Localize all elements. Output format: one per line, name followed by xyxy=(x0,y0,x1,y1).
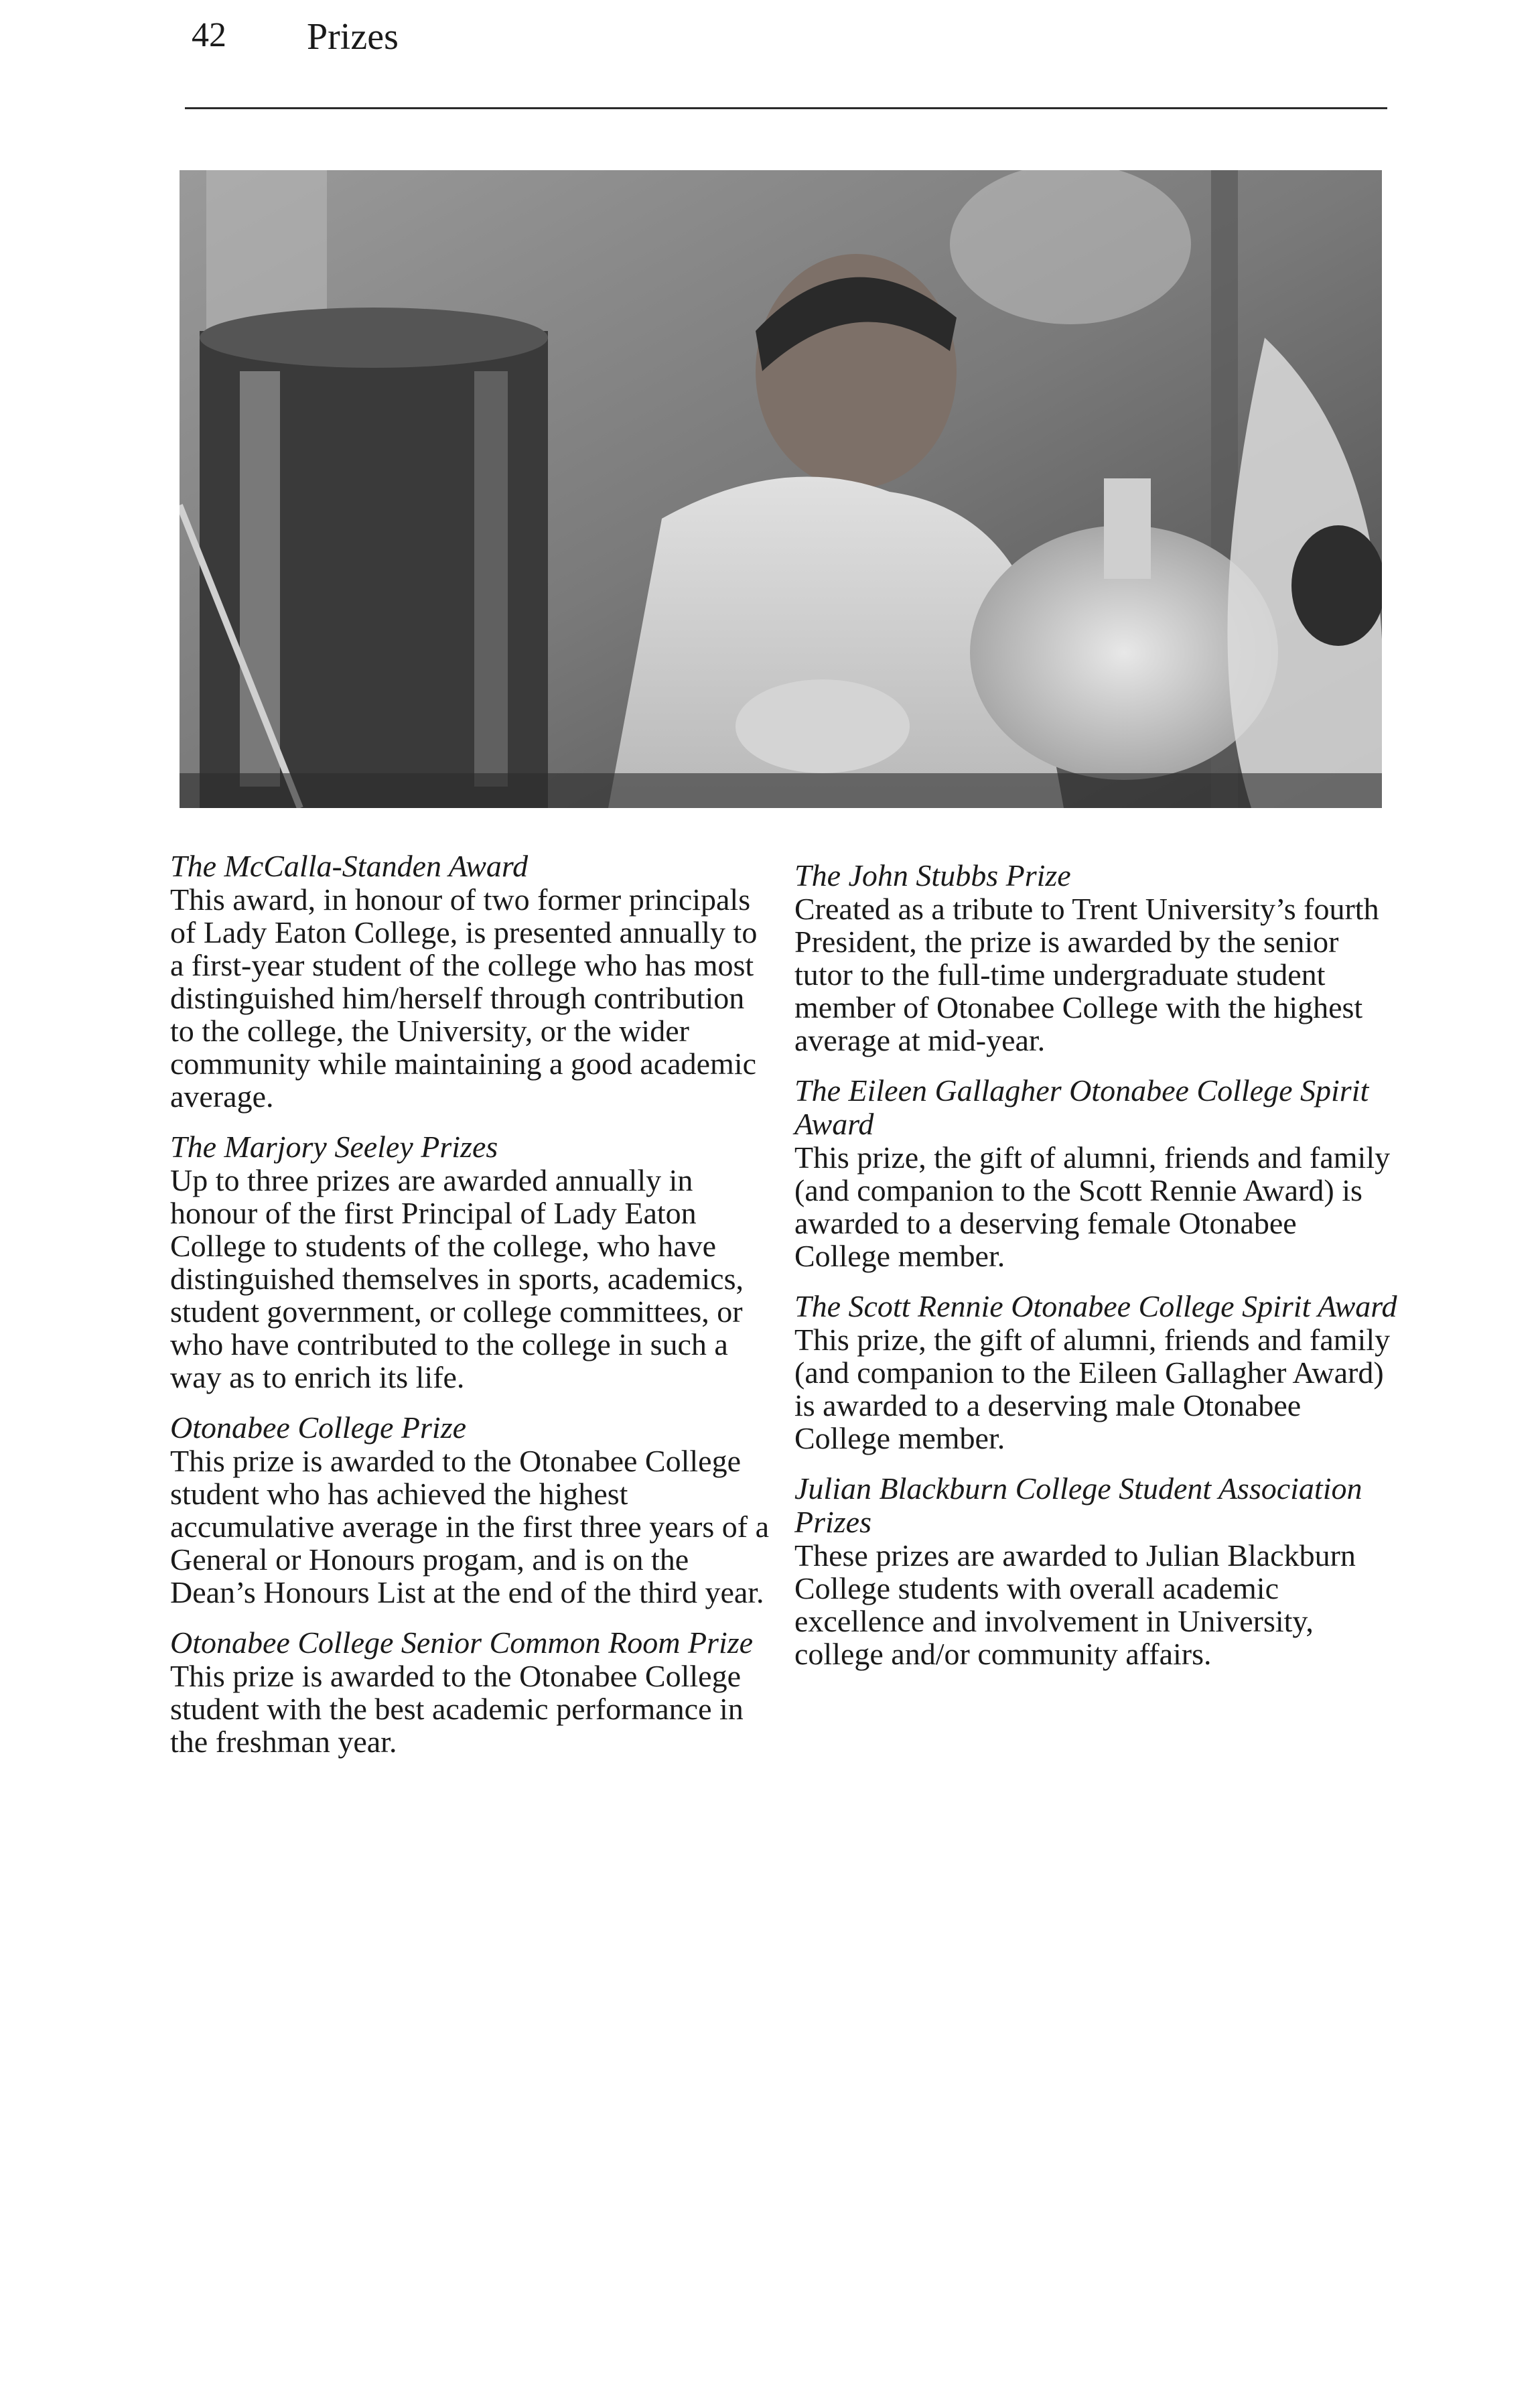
prize-description: Created as a tribute to Trent University’s fourth President, the prize is awarded by the senior tutor to the full-time undergraduate student member of Otonabee College with the highest average at mid-year. xyxy=(794,892,1379,1057)
prize-title: Otonabee College Prize xyxy=(170,1410,467,1445)
prize-description: Up to three prizes are awarded annually in honour of the first Principal of Lady Eaton College to students of the college, who have distinguished themselves in sports, academics, student government, or college committees, or who have contributed to the college in such a way as to enrich its life. xyxy=(170,1163,744,1394)
photograph-student-lab-icon xyxy=(180,170,1382,808)
prize-description: These prizes are awarded to Julian Blackburn College students with overall academic excellence and involvement in University, college and/or community affairs. xyxy=(794,1538,1356,1671)
header-rule xyxy=(185,107,1387,109)
prize-title: The Marjory Seeley Prizes xyxy=(170,1130,498,1164)
prize-entry xyxy=(170,1626,773,1758)
prize-title: The Scott Rennie Otonabee College Spirit Award xyxy=(794,1289,1397,1323)
running-head: Prizes xyxy=(307,16,399,58)
prize-entry xyxy=(170,850,773,1113)
prize-description: This prize is awarded to the Otonabee College student who has achieved the highest accumulative average in the first three years of a General or Honours progam, and is on the Dean’s Honours List at the end of the third year. xyxy=(170,1444,769,1609)
prize-entry xyxy=(170,1411,773,1609)
prize-entry xyxy=(794,1290,1397,1455)
right-column xyxy=(794,859,1397,1688)
prize-entry xyxy=(794,1074,1397,1272)
prize-entry xyxy=(794,859,1397,1057)
prize-title: Otonabee College Senior Common Room Prize xyxy=(170,1625,754,1660)
prize-title: The John Stubbs Prize xyxy=(794,858,1071,892)
prize-entry xyxy=(794,1472,1397,1670)
prize-description: This prize is awarded to the Otonabee College student with the best academic performance in the freshman year. xyxy=(170,1659,744,1759)
prize-title: Julian Blackburn College Student Association Prizes xyxy=(794,1471,1362,1539)
prize-description: This prize, the gift of alumni, friends and family (and companion to the Scott Rennie Award) is awarded to a deserving female Otonabee College member. xyxy=(794,1140,1391,1273)
prize-description: This prize, the gift of alumni, friends and family (and companion to the Eileen Gallagher Award) is awarded to a deserving male Otonabee College member. xyxy=(794,1323,1391,1455)
lab-photograph xyxy=(180,170,1382,808)
left-column xyxy=(170,850,773,1776)
prize-entry xyxy=(170,1130,773,1394)
prize-description: This award, in honour of two former principals of Lady Eaton College, is presented annually to a first-year student of the college who has most distinguished him/herself through contribution to the college, the University, or the wider community while maintaining a good academic average. xyxy=(170,882,758,1114)
prize-title: The McCalla-Standen Award xyxy=(170,849,529,883)
page-number: 42 xyxy=(192,16,226,54)
prize-title: The Eileen Gallagher Otonabee College Spirit Award xyxy=(794,1073,1369,1141)
